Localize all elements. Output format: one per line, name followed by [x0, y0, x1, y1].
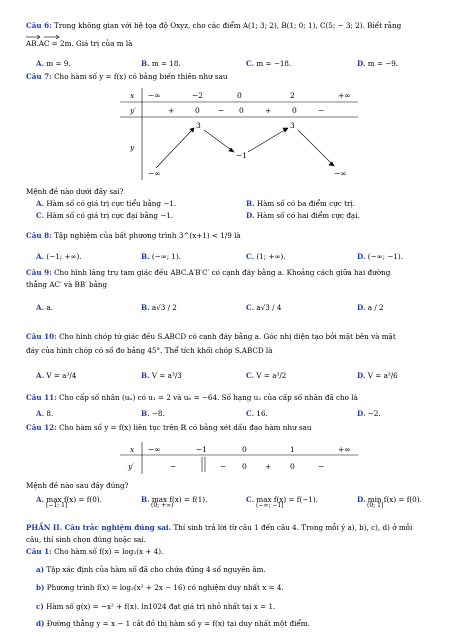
- q8-line: [26, 232, 241, 239]
- part2-intro: Thí sinh trả lời từ câu 1 đến câu 4. Trong mỗi ý a), b), c), d) ở mỗi: [173, 523, 413, 532]
- q7-option-d[interactable]: D. Hàm số có hai điểm cực đại.: [246, 211, 360, 220]
- p2-q1-item[interactable]: d) Đường thẳng y = x − 1 cắt đồ thị hàm số y = f(x) tại duy nhất một điểm.: [36, 619, 310, 628]
- q7-arrows: [156, 128, 334, 168]
- vector-arrow-icon: [26, 34, 70, 40]
- q7-y-label: y: [130, 143, 135, 152]
- q12-option-a[interactable]: A. max f(x) = f(0). [−1; 1]: [36, 495, 102, 510]
- q12-option-d[interactable]: D. min f(x) = f(0). (0; 1]: [357, 495, 422, 510]
- q9-heading: Câu 9:: [26, 268, 52, 277]
- q9-option-a[interactable]: A. a.: [36, 303, 53, 312]
- vector-arrows: [26, 34, 70, 40]
- q9-line1: [26, 269, 390, 276]
- q9-option-b[interactable]: B. a√3 / 2: [141, 303, 177, 312]
- q7-option-a[interactable]: A. Hàm số có giá trị cực tiểu bằng −1.: [36, 199, 177, 208]
- q7-y-val: −∞: [334, 169, 347, 178]
- q7-line: [26, 73, 227, 80]
- q11-line: [26, 394, 358, 401]
- q12-line: [26, 424, 312, 431]
- q8-option-c[interactable]: C. (1; +∞).: [246, 252, 286, 261]
- q9-line2: thẳng AC′ và BB′ bằng: [26, 280, 108, 289]
- q11-option-a[interactable]: A. 8.: [36, 409, 54, 418]
- q11-heading: Câu 11:: [26, 393, 57, 402]
- q12-yp-sign: 0: [290, 462, 295, 471]
- q6-option-b[interactable]: B. m = 18.: [141, 59, 181, 68]
- q12-x-val: 0: [242, 445, 247, 454]
- q11-text: Cho cấp số nhân (uₙ) có u₁ = 2 và u₆ = −64. Số hạng u₂ của cấp số nhân đã cho là: [59, 393, 358, 402]
- q11-option-d[interactable]: D. −2.: [357, 409, 381, 418]
- q6-line2: [26, 40, 132, 47]
- q6-option-d[interactable]: D. m = −9.: [357, 59, 399, 68]
- q7-yp-sign: −: [218, 106, 225, 115]
- q12-yp-sign: −: [170, 462, 177, 471]
- p2-q1-item[interactable]: a) Tập xác định của hàm số đã cho chứa đúng 4 số nguyên âm.: [36, 565, 266, 574]
- part2-heading-line: [26, 524, 412, 531]
- q7-x-val: 2: [290, 91, 295, 100]
- q7-option-b[interactable]: B. Hàm số có ba điểm cực trị.: [246, 199, 356, 208]
- q8-option-d[interactable]: D. (−∞; −1).: [357, 252, 403, 261]
- q7-prompt: Mệnh đề nào dưới đây sai?: [26, 187, 124, 196]
- q12-x-label: x: [130, 445, 135, 454]
- q7-text: Cho hàm số y = f(x) có bảng biến thiên như sau: [54, 72, 228, 81]
- q6-text: Trong không gian với hệ tọa độ Oxyz, cho các điểm A(1; 3; 2), B(1; 0; 1), C(5; − 3; 2). Biết rằng: [54, 21, 402, 30]
- q8-option-a[interactable]: A. (−1; +∞).: [36, 252, 82, 261]
- q7-x-val: −∞: [148, 91, 161, 100]
- q7-x-val: −2: [192, 91, 204, 100]
- q10-text: Cho hình chóp tứ giác đều S.ABCD có cạnh đáy bằng a. Góc nhị diện tạo bởi mặt bên và mặt: [59, 332, 396, 341]
- q7-yp-sign: 0: [239, 106, 244, 115]
- q7-yp-sign: 0: [195, 106, 200, 115]
- q9-option-d[interactable]: D. a / 2: [357, 303, 384, 312]
- q7-x-val: 0: [237, 91, 242, 100]
- p2-q1-text: Cho hàm số f(x) = log₂(x + 4).: [54, 547, 164, 556]
- q12-text: Cho hàm số y = f(x) liên tục trên ℝ có bảng xét dấu đạo hàm như sau: [59, 423, 312, 432]
- q8-text: Tập nghiệm của bất phương trình: [54, 231, 177, 240]
- q12-option-c[interactable]: C. max f(x) = f(−1). (−∞; −1]: [246, 495, 318, 510]
- q9-text: Cho hình lăng trụ tam giác đều ABC.A′B′C′ có cạnh đáy bằng a. Khoảng cách giữa hai đường: [54, 268, 391, 277]
- q10-line2: đáy của hình chóp có số đo bằng 45°. Thể tích khối chóp S.ABCD là: [26, 346, 273, 355]
- q7-yp-sign: 0: [292, 106, 297, 115]
- q7-yp-label: y′: [130, 106, 136, 115]
- p2-q1-line: [26, 548, 163, 555]
- p2-q1-item[interactable]: b) Phương trình f(x) = log₂(x² + 2x − 16) có nghiệm duy nhất x = 4.: [36, 583, 284, 592]
- q10-option-c[interactable]: C. V = a³/2: [246, 371, 287, 380]
- q7-variation-table: [120, 88, 358, 180]
- q7-y-val: −1: [236, 151, 248, 160]
- q12-yp-sign: 0: [242, 462, 247, 471]
- p2-q1-heading: Câu 1:: [26, 547, 52, 556]
- q7-x-val: +∞: [338, 91, 351, 100]
- q12-yp-label: y′: [128, 462, 134, 471]
- q7-y-val: 3: [196, 121, 201, 130]
- q10-option-b[interactable]: B. V = a³/3: [141, 371, 182, 380]
- q10-option-d[interactable]: D. V = a³/6: [357, 371, 398, 380]
- q12-yp-sign: +: [265, 462, 272, 471]
- q7-yp-sign: +: [168, 106, 175, 115]
- q12-sign-table: [120, 442, 358, 474]
- q11-option-b[interactable]: B. −8.: [141, 409, 165, 418]
- q7-heading: Câu 7:: [26, 72, 52, 81]
- q6-line1: [26, 22, 401, 29]
- q9-option-c[interactable]: C. a√3 / 4: [246, 303, 282, 312]
- q8-option-b[interactable]: B. (−∞; 1).: [141, 252, 182, 261]
- q8-heading: Câu 8:: [26, 231, 52, 240]
- q6-option-c[interactable]: C. m = −18.: [246, 59, 292, 68]
- q12-x-val: −1: [196, 445, 208, 454]
- part2-intro-line2: câu, thí sinh chọn đúng hoặc sai.: [26, 535, 146, 544]
- q10-line1: [26, 333, 396, 340]
- part2-title: PHẦN II. Câu trắc nghiệm đúng sai.: [26, 523, 172, 532]
- q11-option-c[interactable]: C. 16.: [246, 409, 268, 418]
- q6-heading: Câu 6:: [26, 21, 52, 30]
- q12-prompt: Mệnh đề nào sau đây đúng?: [26, 481, 129, 490]
- q7-y-val: −∞: [148, 169, 161, 178]
- q6-option-a[interactable]: A. m = 9.: [36, 59, 71, 68]
- q7-yp-sign: +: [265, 106, 272, 115]
- p2-q1-item[interactable]: c) Hàm số g(x) = −x² + f(x). ln1024 đạt giá trị nhỏ nhất tại x = 1.: [36, 602, 276, 611]
- q12-heading: Câu 12:: [26, 423, 57, 432]
- q7-option-c[interactable]: C. Hàm số có giá trị cực đại bằng −1.: [36, 211, 174, 220]
- q12-option-b[interactable]: B. max f(x) = f(1). (0; +∞): [141, 495, 208, 510]
- q12-x-val: +∞: [338, 445, 351, 454]
- q7-y-val: 3: [290, 121, 295, 130]
- q10-option-a[interactable]: A. V = a³/4: [36, 371, 77, 380]
- q7-yp-sign: −: [318, 106, 325, 115]
- q12-x-val: 1: [290, 445, 295, 454]
- q12-x-val: −∞: [148, 445, 161, 454]
- q10-heading: Câu 10:: [26, 332, 57, 341]
- q12-yp-sign: −: [318, 462, 325, 471]
- q12-yp-sign: −: [220, 462, 227, 471]
- q8-inequality: 3^(x+1) < 1/9 là: [178, 231, 241, 240]
- q7-x-label: x: [130, 91, 135, 100]
- q6-text2: AB.AC = 2m. Giá trị của m là: [26, 39, 133, 48]
